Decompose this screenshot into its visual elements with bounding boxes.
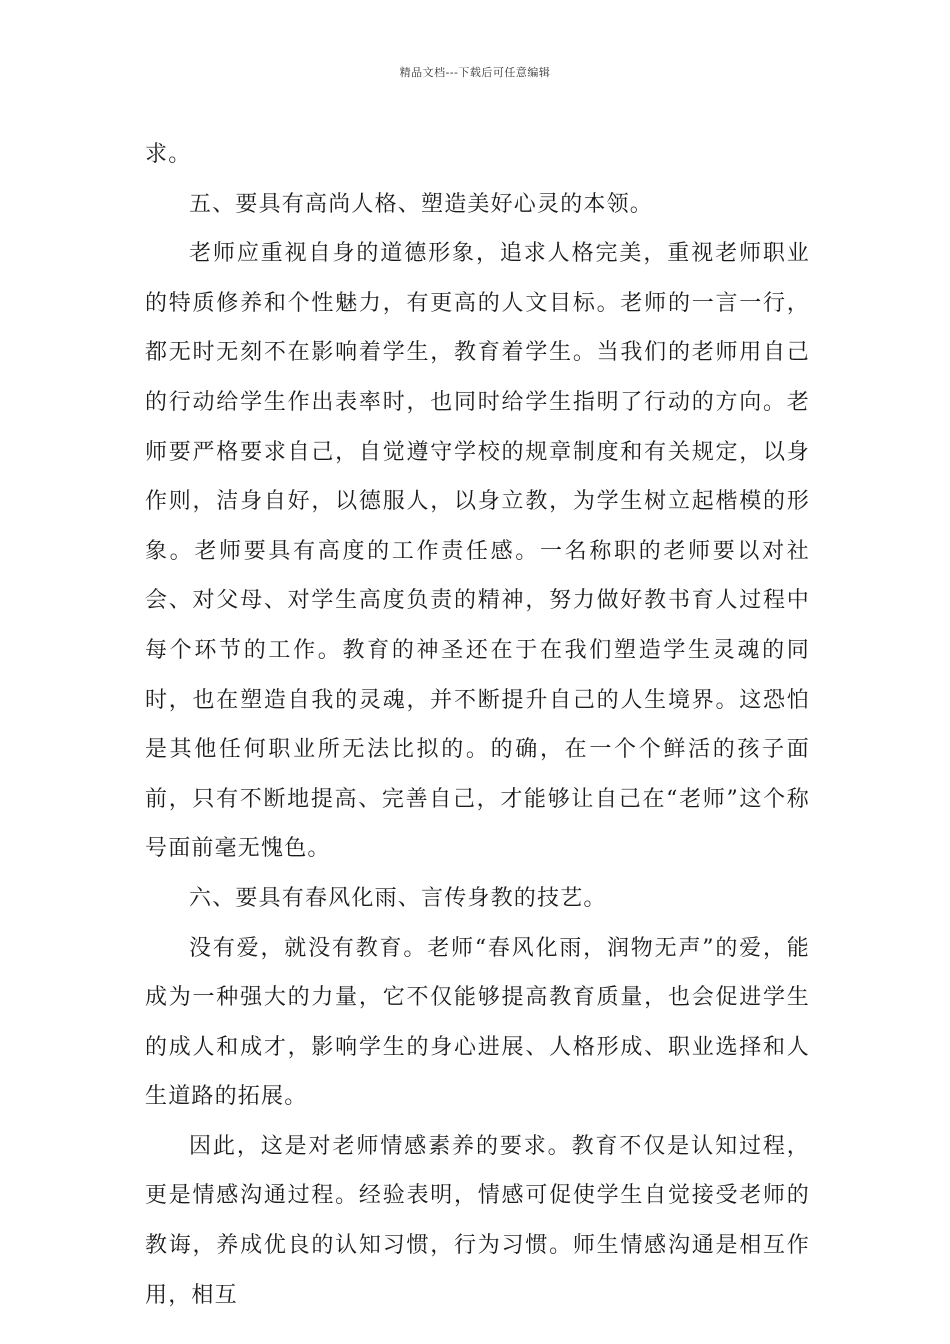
paragraph-love-education: 没有爱，就没有教育。老师“春风化雨，润物无声”的爱，能成为一种强大的力量，它不仅能够提高教育质量，也会促进学生的成人和成才，影响学生的身心进展、人格形成、职业选择和人生道路的拓展。 — [145, 935, 810, 1110]
paragraph-teacher-morality: 老师应重视自身的道德形象，追求人格完美，重视老师职业的特质修养和个性魅力，有更高的人文目标。老师的一言一行，都无时无刻不在影响着学生，教育着学生。当我们的老师用自己的行动给学生作出表率时，也同时给学生指明了行动的方向。老师要严格要求自己，自觉遵守学校的规章制度和有关规定，以身作则，洁身自好，以德服人，以身立教，为学生树立起楷模的形象。老师要具有高度的工作责任感。一名称职的老师要以对社会、对父母、对学生高度负责的精神，努力做好教书育人过程中每个环节的工作。教育的神圣还在于在我们塑造学生灵魂的同时，也在塑造自我的灵魂，并不断提升自己的人生境界。这恐怕是其他任何职业所无法比拟的。的确，在一个个鲜活的孩子面前，只有不断地提高、完善自己，才能够让自己在“老师”这个称号面前毫无愧色。 — [145, 241, 810, 862]
section-heading-six: 六、要具有春风化雨、言传身教的技艺。 — [189, 885, 607, 911]
document-body — [145, 130, 810, 1320]
paragraph-emotional-literacy: 因此，这是对老师情感素养的要求。教育不仅是认知过程，更是情感沟通过程。经验表明，情感可促使学生自觉接受老师的教诲，养成优良的认知习惯，行为习惯。师生情感沟通是相互作用，相互 — [145, 1133, 810, 1308]
page-header: 精品文档---下载后可任意编辑 — [399, 66, 551, 79]
paragraph-continuation: 求。 — [145, 142, 192, 167]
section-heading-five: 五、要具有高尚人格、塑造美好心灵的本领。 — [189, 191, 654, 217]
